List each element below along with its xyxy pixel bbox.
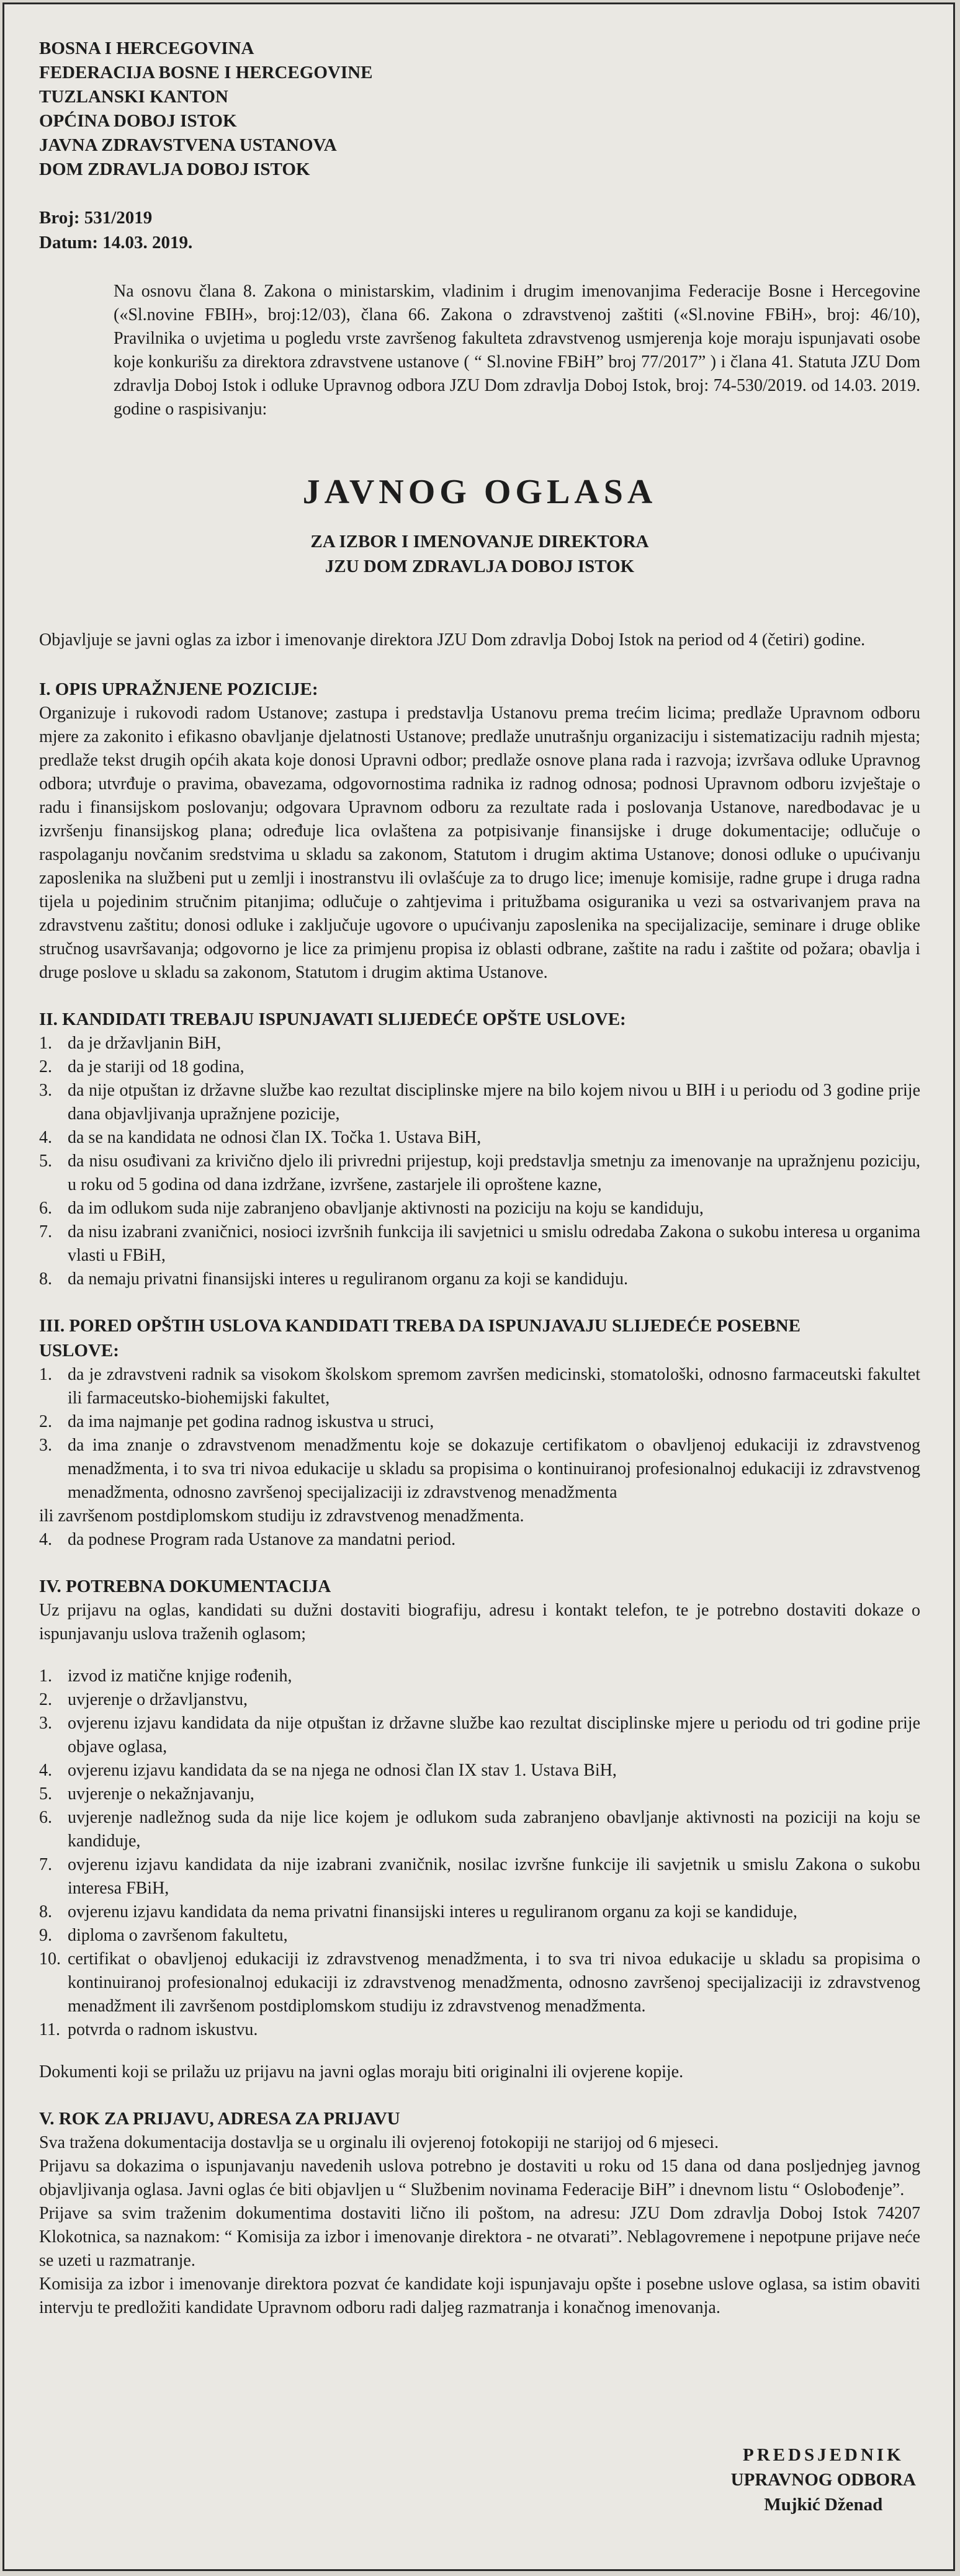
section-2-list xyxy=(39,1032,920,1291)
item-text: da se na kandidata ne odnosi član IX. Točka 1. Ustava BiH, xyxy=(68,1128,482,1147)
list-item xyxy=(39,1410,920,1434)
item-number: 8. xyxy=(39,1902,52,1921)
item-text: certifikat o obavljenoj edukaciji iz zdravstvenog menadžmenta, i to sva tri nivoa edukacije u skladu sa propisima o kontinuiranoj profesionalnoj edukaciji iz zdravstvenog menadžmenta, odnosno završenoj specijalizaciji iz zdravstvenog menadžment ili završenom postdiplomskom studiju iz zdravstvenog menadžmenta. xyxy=(68,1949,920,2016)
item-text: ovjerenu izjavu kandidata da nema privatni finansijski interes u reguliranom organu za koji se kandiduje, xyxy=(68,1902,797,1921)
list-item xyxy=(39,1853,920,1900)
item-number: 5. xyxy=(39,1152,52,1171)
item-number: 3. xyxy=(39,1081,52,1100)
signature-body: UPRAVNOG ODBORA xyxy=(730,2470,916,2490)
list-item xyxy=(39,1363,920,1410)
section-5-paragraph: Komisija za izbor i imenovanje direktora pozvat će kandidate koji ispunjavaju opšte i posebne uslove oglasa, sa istim obaviti intervju te predložiti kandidate Upravnom odboru radi daljeg razmatranja i konačnog imenovanja. xyxy=(39,2274,920,2317)
item-number: 2. xyxy=(39,1057,52,1076)
item-number: 1. xyxy=(39,1365,52,1384)
item-number: 7. xyxy=(39,1855,52,1874)
item-text: ovjerenu izjavu kandidata da nije izabrani zvaničnik, nosilac izvršne funkcije ili savjetnik u smislu Zakona o sukobu interesa FBiH, xyxy=(68,1855,920,1898)
item-number: 3. xyxy=(39,1436,52,1455)
signature-title: PREDSJEDNIK xyxy=(743,2445,904,2465)
list-item xyxy=(39,1032,920,1055)
section-1-text: Organizuje i rukovodi radom Ustanove; zastupa i predstavlja Ustanovu prema trećim licima; predlaže Upravnom odboru mjere za zakonito i efikasno obavljanje djelatnosti Ustanove; predlaže unutrašnju organizaciju i sistematizaciju radnih mjesta; predlaže tekst drugih općih akata koje donosi Upravni odbor; predlaže osnove plana rada i razvoja; izvršava odluke Upravnog odbora; utvrđuje o pravima, obavezama, odgovornostima radnika iz radnog odnosa; podnosi Upravnom odboru izvještaje o radu i finansijskom poslovanju; odgovara Upravnom odboru za rezultate rada i poslovanja Ustanove, naredbodavac je u izvršenju finansijskog plana; određuje lica ovlaštena za potpisivanje finansijske i druge dokumentacije; odlučuje o raspolaganju novčanim sredstvima u skladu sa zakonom, Statutom i drugim aktima Ustanove; donosi odluke o upućivanju zaposlenika na službeni put u zemlji i inostranstvu ili ovlašćuje za to drugo lice; imenuje komisije, radne grupe i druga radna tijela u pojedinim stručnim pitanjima; odlučuje o zahtjevima i pritužbama osiguranika u vezi sa ostvarivanjem prava na zdravstvenu zaštitu; donosi odluke i zaključuje ugovore o upućivanju zaposlenika na specijalizacije, seminare i druge oblike stručnog usavršavanja; odgovorno je lice za primjenu propisa iz oblasti odbrane, zaštite na radu i zaštite od požara; obavlja i druge poslove u skladu sa zakonom, Statutom i drugim aktima Ustanove. xyxy=(39,704,920,982)
item-number: 1. xyxy=(39,1034,52,1053)
document-meta xyxy=(39,205,920,255)
item-number: 4. xyxy=(39,1761,52,1780)
list-item xyxy=(39,1782,920,1806)
list-item xyxy=(39,1665,920,1688)
issuer-line: BOSNA I HERCEGOVINA xyxy=(39,38,254,58)
item-text: izvod iz matične knjige rođenih, xyxy=(68,1666,292,1686)
section-3-title-line: USLOVE: xyxy=(39,1341,119,1361)
item-number: 5. xyxy=(39,1784,52,1804)
signatory-name: Mujkić Dženad xyxy=(764,2495,883,2515)
issuer-line: OPĆINA DOBOJ ISTOK xyxy=(39,111,237,131)
subtitle-line: JZU DOM ZDRAVLJA DOBOJ ISTOK xyxy=(325,557,635,576)
spacer xyxy=(39,1646,920,1665)
spacer xyxy=(39,2042,920,2060)
item-number: 6. xyxy=(39,1199,52,1218)
item-number: 9. xyxy=(39,1926,52,1945)
document-number: Broj: 531/2019 xyxy=(39,208,153,228)
section-5-paragraph: Sva tražena dokumentacija dostavlja se u orginalu ili ovjerenoj fotokopiji ne starijoj od 6 mjeseci. xyxy=(39,2133,719,2152)
list-item xyxy=(39,1712,920,1759)
section-3-list xyxy=(39,1363,920,1505)
list-item xyxy=(39,1055,920,1079)
list-item xyxy=(39,1688,920,1712)
issuer-line: DOM ZDRAVLJA DOBOJ ISTOK xyxy=(39,159,310,179)
announcement-paragraph: Objavljuje se javni oglas za izbor i imenovanje direktora JZU Dom zdravlja Doboj Istok na period od 4 (četiri) godine. xyxy=(39,630,866,650)
section-3-title xyxy=(39,1313,920,1363)
section-5-paragraph: Prijavu sa dokazima o ispunjavanju navedenih uslova potrebno je dostaviti u roku od 15 dana od dana posljednjeg javnog objavljivanja oglasa. Javni oglas će biti objavljen u “ Službenim novinama Federacije BiH” i dnevnom listu “ Oslobođenje”. xyxy=(39,2157,920,2199)
signature-block xyxy=(731,2443,916,2517)
issuer-line: JAVNA ZDRAVSTVENA USTANOVA xyxy=(39,135,337,155)
subtitle-line: ZA IZBOR I IMENOVANJE DIREKTORA xyxy=(310,532,649,552)
item-number: 1. xyxy=(39,1666,52,1686)
announcement-subtitle xyxy=(39,529,920,579)
item-text: uvjerenje o državljanstvu, xyxy=(68,1690,248,1709)
item-text: da ima znanje o zdravstvenom menadžmentu koje se dokazuje certifikatom o obavljenoj edukaciji iz zdravstvenog menadžmenta, i to sva tri nivoa edukacije u skladu sa propisima o kontinuiranoj profesionalnoj edukaciji iz zdravstvenog menadžmenta, odnosno završenoj specijalizaciji iz zdravstvenog menadžmenta xyxy=(68,1436,920,1502)
section-1-title: I. OPIS UPRAŽNJENE POZICIJE: xyxy=(39,679,318,699)
list-item xyxy=(39,1528,920,1552)
section-4-list xyxy=(39,1665,920,2042)
list-item xyxy=(39,1806,920,1853)
item-text: da nisu izabrani zvaničnici, nosioci izvršnih funkcija ili savjetnici u smislu odredaba Zakona o sukobu interesa u organima vlasti u FBiH, xyxy=(68,1222,920,1265)
list-item xyxy=(39,1220,920,1268)
section-4-intro: Uz prijavu na oglas, kandidati su dužni dostaviti biografiju, adresu i kontakt telefon, te je potrebno dostaviti dokaze o ispunjavanju uslova traženih oglasom; xyxy=(39,1601,920,1644)
item-text: da podnese Program rada Ustanove za mandatni period. xyxy=(68,1530,456,1549)
document-date: Datum: 14.03. 2019. xyxy=(39,233,193,253)
issuer-header xyxy=(39,37,920,182)
section-3-tail: ili završenom postdiplomskom studiju iz zdravstvenog menadžmenta. xyxy=(39,1506,524,1526)
list-item xyxy=(39,1948,920,2018)
list-item xyxy=(39,1079,920,1126)
item-text: da je stariji od 18 godina, xyxy=(68,1057,244,1076)
item-text: da nemaju privatni finansijski interes u reguliranom organu za koji se kandiduju. xyxy=(68,1269,629,1289)
item-text: da nije otpuštan iz državne službe kao rezultat disciplinske mjere na bilo kojem nivou u BIH i u periodu od 3 godine prije dana objavljivanja upražnjene pozicije, xyxy=(68,1081,920,1124)
section-5-paragraph: Prijave sa svim traženim dokumentima dostaviti lično ili poštom, na adresu: JZU Dom zdravlja Doboj Istok 74207 Klokotnica, sa naznakom: “ Komisija za izbor i imenovanje direktora - ne otvarati”. Neblagovremene i nepotpune prijave neće se uzeti u razmatranje. xyxy=(39,2204,920,2270)
list-item xyxy=(39,2018,920,2042)
item-text: diploma o završenom fakultetu, xyxy=(68,1926,288,1945)
item-text: potvrda o radnom iskustvu. xyxy=(68,2020,258,2039)
list-item xyxy=(39,1150,920,1197)
item-text: da nisu osuđivani za krivično djelo ili privredni prijestup, koji predstavlja smetnju za imenovanje na upražnjenu poziciju, u roku od 5 godina od dana izdržane, izvršene, zastarjele ili oproštene kazne, xyxy=(68,1152,920,1194)
list-item xyxy=(39,1924,920,1948)
section-3-title-line: III. PORED OPŠTIH USLOVA KANDIDATI TREBA DA ISPUNJAVAJU SLIJEDEĆE POSEBNE xyxy=(39,1316,801,1336)
item-number: 10. xyxy=(39,1949,61,1969)
item-number: 4. xyxy=(39,1128,52,1147)
item-text: da ima najmanje pet godina radnog iskustva u struci, xyxy=(68,1412,434,1431)
legal-basis-paragraph: Na osnovu člana 8. Zakona o ministarskim, vladinim i drugim imenovanjima Federacije Bosne i Hercegovine («Sl.novine FBIH», broj:12/03), člana 66. Zakona o zdravstvenoj zaštiti («Sl.novine FBiH», broj: 46/10), Pravilnika o uvjetima u pogledu vrste završenog fakulteta zdravstvenog usmjerenja koje moraju ispunjavati osobe koje konkurišu za direktora zdravstvene ustanove ( “ Sl.novine FBiH” broj 77/2017” ) i člana 41. Statuta JZU Dom zdravlja Doboj Istok i odluke Upravnog odbora JZU Dom zdravlja Doboj Istok, broj: 74-530/2019. od 14.03. 2019. godine o raspisivanju: xyxy=(114,282,920,419)
list-item xyxy=(39,1197,920,1220)
announcement-title: JAVNOG OGLASA xyxy=(302,473,657,511)
item-number: 2. xyxy=(39,1412,52,1431)
list-item xyxy=(39,1126,920,1150)
item-text: ovjerenu izjavu kandidata da se na njega ne odnosi član IX stav 1. Ustava BiH, xyxy=(68,1761,617,1780)
section-5-title: V. ROK ZA PRIJAVU, ADRESA ZA PRIJAVU xyxy=(39,2109,400,2129)
item-number: 3. xyxy=(39,1714,52,1733)
newspaper-clipping xyxy=(2,2,955,2571)
item-number: 11. xyxy=(39,2020,60,2039)
documents-note: Dokumenti koji se prilažu uz prijavu na javni oglas moraju biti originalni ili ovjerene kopije. xyxy=(39,2062,684,2082)
item-number: 8. xyxy=(39,1269,52,1289)
list-item xyxy=(39,1434,920,1505)
issuer-line: TUZLANSKI KANTON xyxy=(39,87,228,107)
item-text: da je državljanin BiH, xyxy=(68,1034,222,1053)
section-4-title: IV. POTREBNA DOKUMENTACIJA xyxy=(39,1576,331,1596)
item-text: uvjerenje o nekažnjavanju, xyxy=(68,1784,254,1804)
item-text: da im odlukom suda nije zabranjeno obavljanje aktivnosti na poziciju na koju se kandiduju, xyxy=(68,1199,704,1218)
item-text: uvjerenje nadležnog suda da nije lice kojem je odlukom suda zabranjeno obavljanje aktivnosti na poziciji na koju se kandiduje, xyxy=(68,1808,920,1851)
item-number: 6. xyxy=(39,1808,52,1827)
document-body xyxy=(39,37,920,2320)
item-number: 2. xyxy=(39,1690,52,1709)
item-text: da je zdravstveni radnik sa visokom školskom spremom završen medicinski, stomatološki, odnosno farmaceutski fakultet ili farmaceutsko-biohemijski fakultet, xyxy=(68,1365,920,1408)
section-3-list-end xyxy=(39,1528,920,1552)
list-item xyxy=(39,1268,920,1291)
item-number: 4. xyxy=(39,1530,52,1549)
list-item xyxy=(39,1900,920,1924)
item-number: 7. xyxy=(39,1222,52,1241)
section-2-title: II. KANDIDATI TREBAJU ISPUNJAVATI SLIJEDEĆE OPŠTE USLOVE: xyxy=(39,1009,626,1029)
issuer-line: FEDERACIJA BOSNE I HERCEGOVINE xyxy=(39,63,373,83)
list-item xyxy=(39,1759,920,1782)
item-text: ovjerenu izjavu kandidata da nije otpuštan iz državne službe kao rezultat disciplinske mjere u periodu od tri godine prije objave oglasa, xyxy=(68,1714,920,1756)
